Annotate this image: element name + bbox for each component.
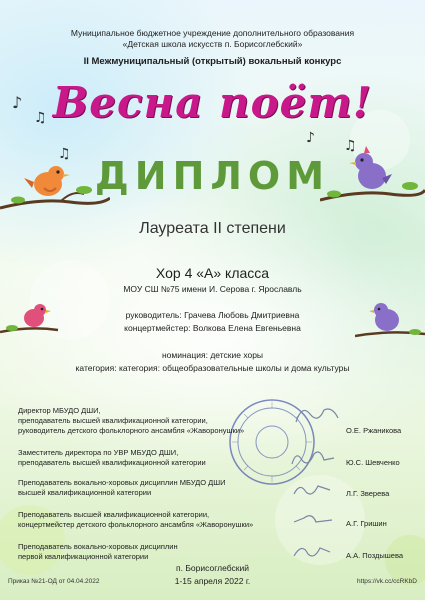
signature-icon xyxy=(290,540,334,562)
signatory-2-name: Ю.С. Шевченко xyxy=(346,458,400,467)
participant-accompanist: концертмейстер: Волкова Елена Евгеньевна xyxy=(124,323,301,333)
signatory-1: Директор МБУДО ДШИ, преподаватель высшей квалификационной категории, руководитель детского фольклорного ансамбля «Жаворонушки» xyxy=(18,406,245,435)
order-number: Приказ №21-ОД от 04.04.2022 xyxy=(8,578,100,585)
signatory-1-name: О.Е. Ржаникова xyxy=(346,426,402,435)
institution-school: «Детская школа искусств п. Борисоглебский» xyxy=(122,39,303,49)
bird-icon xyxy=(369,303,399,331)
branch-icon xyxy=(355,296,425,346)
signatory-5: Преподаватель вокально-хоровых дисциплин первой квалификационной категории xyxy=(18,542,178,561)
bird-icon xyxy=(24,304,51,327)
diploma-heading: ДИПЛОМ xyxy=(94,154,331,198)
contest-name: II Межмуниципальный (открытый) вокальный конкурс xyxy=(83,56,342,67)
footer-link[interactable]: https://vk.cc/ccRKbD xyxy=(357,578,417,585)
participant-leader: руководитель: Грачева Любовь Дмитриевна xyxy=(125,310,300,320)
laureate-degree: Лауреата II степени xyxy=(139,220,286,237)
signatory-4-name: А.Г. Гришин xyxy=(346,519,387,528)
category: категория: категория: общеобразовательные школы и дома культуры xyxy=(75,363,350,373)
svg-text:♫: ♫ xyxy=(34,110,47,126)
music-note-icon xyxy=(8,86,68,126)
footer-place: п. Борисоглебский xyxy=(176,563,249,573)
signature-icon xyxy=(290,480,334,500)
signature-icon xyxy=(288,446,338,470)
svg-text:♪: ♪ xyxy=(12,93,23,112)
svg-text:♫: ♫ xyxy=(344,138,357,154)
signatory-3: Преподаватель вокально-хоровых дисциплин МБУДО ДШИ высшей квалификационной категории xyxy=(18,478,226,497)
institution-name: Муниципальное бюджетное учреждение дополнительного образования xyxy=(70,28,355,38)
signatory-4: Преподаватель высшей квалификационной категории, концертмейстер детского фольклорного ансамбля «Жаворонушки» xyxy=(18,510,254,529)
participant-school: МОУ СШ №75 имени И. Серова г. Ярославль xyxy=(123,284,302,294)
participant-name: Хор 4 «А» класса xyxy=(155,265,270,281)
svg-text:♪: ♪ xyxy=(306,130,315,146)
branch-icon xyxy=(0,292,60,342)
footer-dates: 1-15 апреля 2022 г. xyxy=(174,576,251,586)
signatory-3-name: Л.Г. Зверева xyxy=(346,489,390,498)
signatory-2: Заместитель директора по УВР МБУДО ДШИ, преподаватель высшей квалификационной категории xyxy=(18,448,206,467)
svg-text:♫: ♫ xyxy=(58,146,71,162)
signature-icon xyxy=(290,510,336,530)
nomination: номинация: детские хоры xyxy=(161,350,264,360)
contest-title: Весна поёт! xyxy=(52,78,373,127)
signature-icon xyxy=(292,400,342,430)
signatory-5-name: А.А. Поздышева xyxy=(346,551,404,560)
